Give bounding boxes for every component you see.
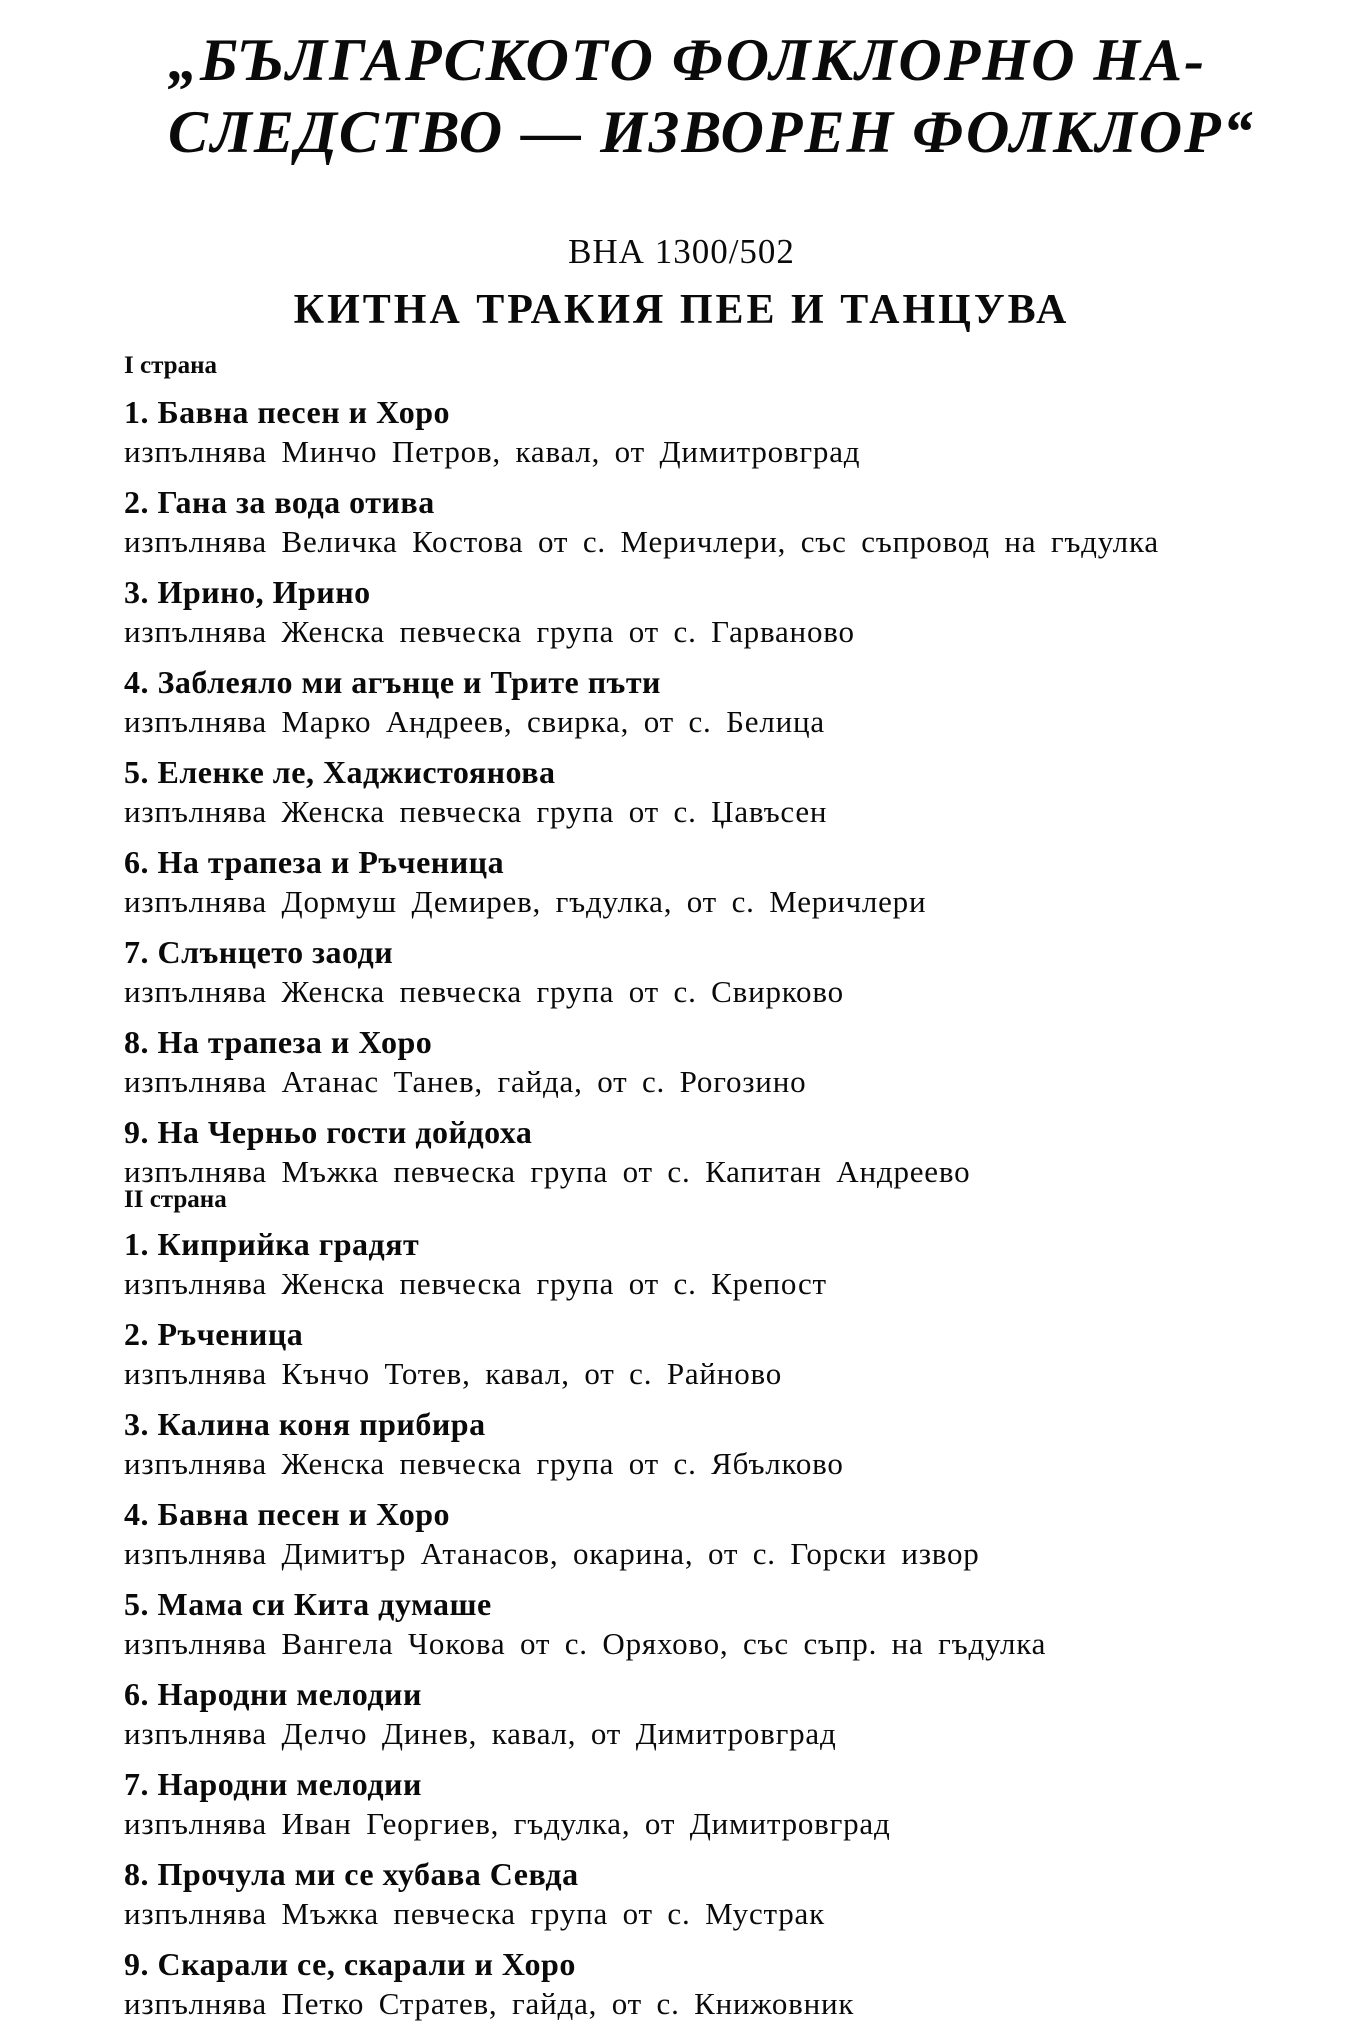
series-title-line-1: „БЪЛГАРСКОТО ФОЛКЛОРНО НА-: [168, 27, 1207, 93]
track-item: [124, 1854, 1254, 1934]
track-performer: изпълнява Женска певческа група от с. Крепост: [124, 1266, 827, 1301]
track-performer: изпълнява Мъжка певческа група от с. Капитан Андреево: [124, 1154, 971, 1189]
track-performer: изпълнява Иван Георгиев, гъдулка, от Димитровград: [124, 1806, 891, 1841]
track-title: 6. Народни мелодии: [124, 1676, 422, 1712]
track-item: [124, 932, 1254, 1012]
track-item: [124, 1584, 1254, 1664]
track-performer: изпълнява Кънчо Тотев, кавал, от с. Райново: [124, 1356, 783, 1391]
track-title: 4. Заблеяло ми агънце и Трите пъти: [124, 664, 661, 700]
catalog-number: ВНА 1300/502: [568, 232, 795, 271]
album-title: КИТНА ТРАКИЯ ПЕЕ И ТАНЦУВА: [293, 287, 1070, 333]
track-item: [124, 1314, 1254, 1394]
track-title: 8. Прочула ми се хубава Севда: [124, 1856, 579, 1892]
track-title: 7. Слънцето заоди: [124, 934, 394, 970]
track-item: [124, 842, 1254, 922]
side-a-track-list: [124, 392, 1254, 1202]
track-item: [124, 572, 1254, 652]
track-item: [124, 1494, 1254, 1574]
side-b-label: II страна: [124, 1186, 227, 1213]
track-title: 2. Ръченица: [124, 1316, 304, 1352]
track-title: 9. На Черньо гости дойдоха: [124, 1114, 533, 1150]
track-item: [124, 1674, 1254, 1754]
track-performer: изпълнява Женска певческа група от с. Свирково: [124, 974, 844, 1009]
track-title: 4. Бавна песен и Хоро: [124, 1496, 450, 1532]
track-title: 5. Еленке ле, Хаджистоянова: [124, 754, 556, 790]
track-item: [124, 752, 1254, 832]
track-title: 1. Бавна песен и Хоро: [124, 394, 450, 430]
track-performer: изпълнява Женска певческа група от с. Џавъсен: [124, 794, 828, 829]
track-performer: изпълнява Димитър Атанасов, окарина, от с. Горски извор: [124, 1536, 980, 1571]
track-performer: изпълнява Величка Костова от с. Меричлери, със съпровод на гъдулка: [124, 524, 1159, 559]
track-item: [124, 1404, 1254, 1484]
series-title: [168, 24, 1288, 168]
track-title: 8. На трапеза и Хоро: [124, 1024, 433, 1060]
track-title: 1. Киприйка градят: [124, 1226, 420, 1262]
series-title-line-2: СЛЕДСТВО — ИЗВОРЕН ФОЛКЛОР“: [168, 99, 1255, 165]
track-title: 3. Калина коня прибира: [124, 1406, 486, 1442]
track-item: [124, 1022, 1254, 1102]
track-item: [124, 1764, 1254, 1844]
track-performer: изпълнява Мъжка певческа група от с. Мустрак: [124, 1896, 825, 1931]
track-performer: изпълнява Петко Стратев, гайда, от с. Книжовник: [124, 1986, 855, 2021]
track-performer: изпълнява Атанас Танев, гайда, от с. Рогозино: [124, 1064, 807, 1099]
track-performer: изпълнява Делчо Динев, кавал, от Димитровград: [124, 1716, 837, 1751]
track-item: [124, 1112, 1254, 1192]
side-a-label: I страна: [124, 352, 217, 379]
track-item: [124, 1224, 1254, 1304]
track-item: [124, 392, 1254, 472]
track-title: 5. Мама си Кита думаше: [124, 1586, 492, 1622]
track-title: 7. Народни мелодии: [124, 1766, 422, 1802]
track-title: 3. Ирино, Ирино: [124, 574, 371, 610]
track-performer: изпълнява Вангела Чокова от с. Оряхово, със съпр. на гъдулка: [124, 1626, 1047, 1661]
track-item: [124, 662, 1254, 742]
track-performer: изпълнява Минчо Петров, кавал, от Димитровград: [124, 434, 861, 469]
track-item: [124, 1944, 1254, 2024]
track-item: [124, 482, 1254, 562]
track-title: 2. Гана за вода отива: [124, 484, 435, 520]
track-performer: изпълнява Женска певческа група от с. Ябълково: [124, 1446, 844, 1481]
track-performer: изпълнява Дормуш Демирев, гъдулка, от с. Меричлери: [124, 884, 927, 919]
track-performer: изпълнява Женска певческа група от с. Гарваново: [124, 614, 855, 649]
side-b-track-list: [124, 1224, 1254, 2034]
track-title: 9. Скарали се, скарали и Хоро: [124, 1946, 576, 1982]
track-performer: изпълнява Марко Андреев, свирка, от с. Белица: [124, 704, 825, 739]
track-title: 6. На трапеза и Ръченица: [124, 844, 505, 880]
